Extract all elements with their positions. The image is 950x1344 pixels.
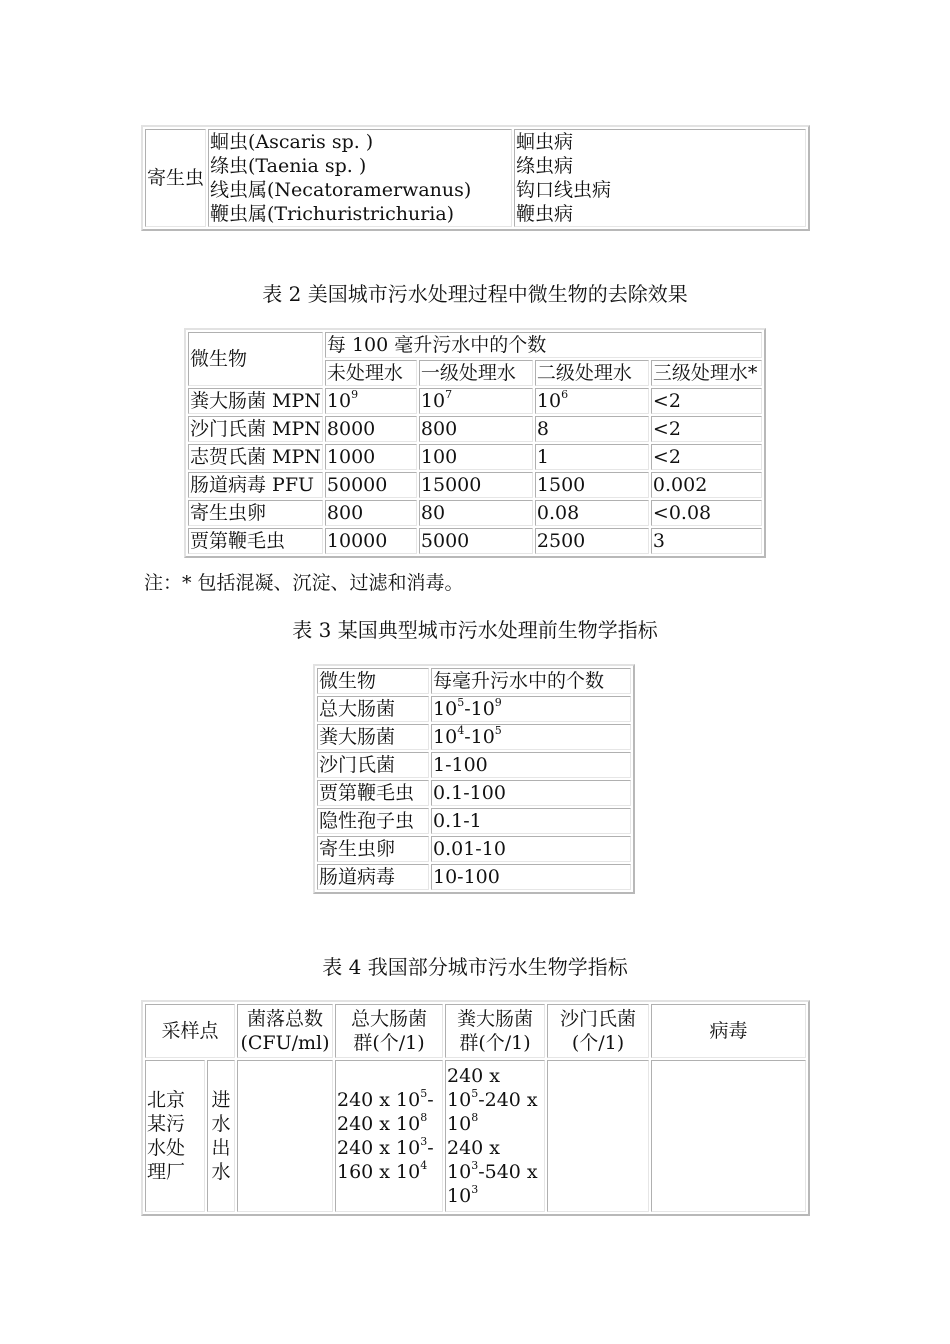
table2-note: 注：* 包括混凝、沉淀、过滤和消毒。: [144, 572, 464, 594]
cell: 2500: [535, 528, 649, 554]
header-organism: 微生物: [317, 668, 429, 694]
row-name: 寄生虫卵: [317, 836, 429, 862]
colony-cell: [237, 1060, 333, 1212]
table-row: [188, 444, 762, 470]
header-coliform: 总大肠菌 群(个/1): [335, 1004, 443, 1058]
table-header-row: [145, 1004, 806, 1058]
disease-4: 鞭虫病: [516, 203, 574, 225]
row-name: 粪大肠菌 MPN: [190, 390, 321, 412]
table3-caption: 表 3 某国典型城市污水处理前生物学指标: [292, 618, 658, 642]
cell: <2: [651, 416, 762, 442]
cell: $10^4-10^5$: [431, 724, 631, 750]
cell: <2: [651, 444, 762, 470]
header-organism: 微生物: [188, 332, 323, 386]
header-count: 每毫升污水中的个数: [431, 668, 631, 694]
table-header-row: [317, 668, 631, 694]
indicator-table: [313, 664, 635, 894]
row-name: 粪大肠菌: [317, 724, 429, 750]
organism-3: 线虫属(Necatoramerwanus): [210, 179, 472, 201]
table-row: [317, 864, 631, 890]
cell: $10^7$: [419, 388, 533, 414]
header-salmonella: 沙门氏菌 (个/1): [547, 1004, 649, 1058]
cell: 0.01-10: [431, 836, 631, 862]
organism-4: 鞭虫属(Trichuristrichuria): [210, 203, 455, 225]
table-row: [317, 752, 631, 778]
organism-cell: [208, 129, 512, 227]
cell: 8: [535, 416, 649, 442]
parasite-table: [141, 125, 810, 231]
header-colony: 菌落总数 (CFU/ml): [237, 1004, 333, 1058]
cell: 10000: [325, 528, 417, 554]
header-fecal: 粪大肠菌 群(个/1): [445, 1004, 545, 1058]
table4-caption: 表 4 我国部分城市污水生物学指标: [322, 955, 628, 979]
removal-table: [184, 328, 766, 558]
organism-1: 蛔虫(Ascaris sp. ): [210, 131, 374, 153]
cell: 5000: [419, 528, 533, 554]
cell: $10^5-10^9$: [431, 696, 631, 722]
table2-caption: 表 2 美国城市污水处理过程中微生物的去除效果: [262, 282, 688, 306]
row-name: 贾第鞭毛虫: [317, 780, 429, 806]
cell: 15000: [419, 472, 533, 498]
row-name: 沙门氏菌 MPN: [190, 418, 321, 440]
cell: 1500: [535, 472, 649, 498]
row-name: 总大肠菌: [317, 696, 429, 722]
cell: 800: [419, 416, 533, 442]
disease-cell: [514, 129, 806, 227]
table-row: [188, 472, 762, 498]
cell: $10^6$: [535, 388, 649, 414]
site-cell: 北京 某污 水处 理厂: [145, 1060, 205, 1212]
cell: 80: [419, 500, 533, 526]
salmonella-cell: [547, 1060, 649, 1212]
cell: 100: [419, 444, 533, 470]
disease-3: 钩口线虫病: [516, 179, 612, 201]
disease-2: 绦虫病: [516, 155, 574, 177]
cell: 0.08: [535, 500, 649, 526]
table-row: [317, 836, 631, 862]
row-name: 隐性孢子虫: [317, 808, 429, 834]
organism-2: 绦虫(Taenia sp. ): [210, 155, 367, 177]
city-indicator-table: [141, 1000, 810, 1216]
row-name: 肠道病毒 PFU: [188, 472, 323, 498]
cell: 0.1-100: [431, 780, 631, 806]
header-col: 一级处理水: [419, 360, 533, 386]
cell: 50000: [325, 472, 417, 498]
cell: $10^9$: [325, 388, 417, 414]
cell: 1-100: [431, 752, 631, 778]
table-row: [145, 1060, 806, 1212]
cell: 8000: [325, 416, 417, 442]
header-col: 二级处理水: [535, 360, 649, 386]
cell: <0.08: [651, 500, 762, 526]
table-row: [317, 808, 631, 834]
disease-1: 蛔虫病: [516, 131, 574, 153]
cell: 800: [325, 500, 417, 526]
table-row: [317, 696, 631, 722]
header-site: 采样点: [145, 1004, 235, 1058]
table-row: [188, 528, 762, 554]
header-col: 未处理水: [325, 360, 417, 386]
header-col: 三级处理水*: [651, 360, 762, 386]
group-label: 寄生虫: [145, 129, 206, 227]
cell: 10-100: [431, 864, 631, 890]
stage-cell: 进 水 出 水: [207, 1060, 235, 1212]
virus-cell: [651, 1060, 806, 1212]
cell: 0.002: [651, 472, 762, 498]
row-name: 肠道病毒: [317, 864, 429, 890]
row-name: 沙门氏菌: [317, 752, 429, 778]
row-name: 贾第鞭毛虫: [188, 528, 323, 554]
table-row: [188, 388, 762, 414]
table-header-row: [188, 332, 762, 358]
header-virus: 病毒: [651, 1004, 806, 1058]
table-row: [188, 416, 762, 442]
table-row: [317, 780, 631, 806]
fecal-cell: 240 x $10^5-240$ x $10^8$ 240 x $10^3-540$ x $10^3$: [445, 1060, 545, 1212]
header-group: 每 100 毫升污水中的个数: [325, 332, 762, 358]
table-row: [145, 129, 806, 227]
row-name: 志贺氏菌 MPN: [190, 446, 321, 468]
table-row: [317, 724, 631, 750]
table-row: [188, 500, 762, 526]
cell: 1: [535, 444, 649, 470]
cell: 3: [651, 528, 762, 554]
cell: <2: [651, 388, 762, 414]
cell: 0.1-1: [431, 808, 631, 834]
row-name: 寄生虫卵: [188, 500, 323, 526]
coliform-cell: 240 x $10^5-$ 240 x $10^8$ 240 x $10^3-$ 160 x $10^4$: [335, 1060, 443, 1212]
cell: 1000: [325, 444, 417, 470]
